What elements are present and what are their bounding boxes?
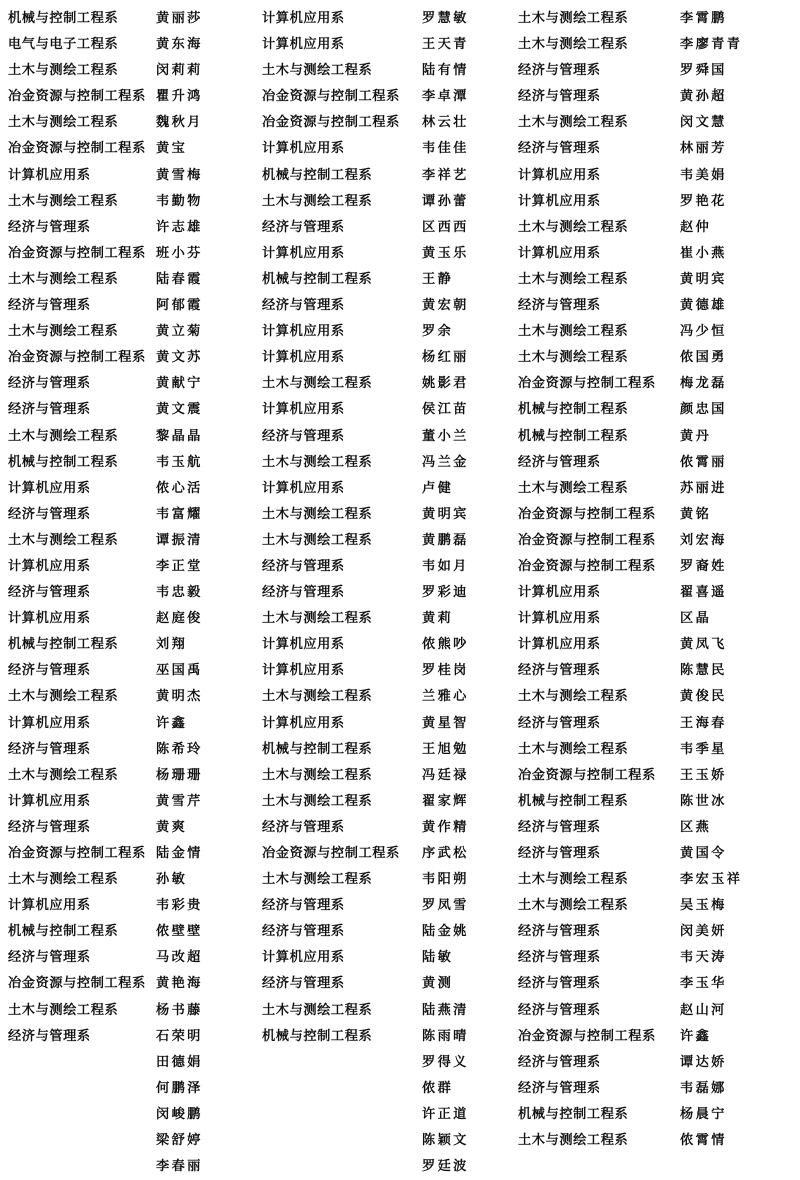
name-cell: 梁舒婷	[156, 1133, 203, 1149]
major-cell: 计算机应用系	[518, 245, 601, 261]
name-cell: 侬熊吵	[422, 637, 469, 653]
name-cell: 陈雨晴	[422, 1028, 469, 1044]
name-cell: 姚影君	[422, 376, 469, 392]
name-cell: 黄测	[422, 976, 454, 992]
major-cell: 土木与测绘工程系	[262, 611, 373, 627]
name-cell: 陆有情	[422, 63, 469, 79]
name-cell: 卢健	[422, 480, 454, 496]
name-cell: 谭达娇	[680, 1054, 727, 1070]
major-cell: 土木与测绘工程系	[262, 767, 373, 783]
name-cell: 区燕	[680, 819, 712, 835]
major-cell: 机械与控制工程系	[518, 793, 629, 809]
name-cell: 黄孙超	[680, 89, 727, 105]
major-cell: 冶金资源与控制工程系	[518, 1028, 656, 1044]
name-cell: 韦磊娜	[680, 1080, 727, 1096]
major-column-3	[512, 6, 668, 1154]
name-cell: 罗裔姓	[680, 558, 727, 574]
major-cell: 土木与测绘工程系	[518, 872, 629, 888]
name-cell: 黄星智	[422, 715, 469, 731]
major-cell: 土木与测绘工程系	[8, 428, 119, 444]
major-cell: 土木与测绘工程系	[8, 872, 119, 888]
major-cell: 土木与测绘工程系	[262, 63, 373, 79]
major-cell: 计算机应用系	[262, 11, 345, 26]
major-cell: 经济与管理系	[8, 298, 91, 314]
name-cell: 黄国令	[680, 846, 727, 861]
major-cell: 经济与管理系	[518, 846, 601, 861]
major-cell: 土木与测绘工程系	[518, 219, 629, 235]
name-cell: 黄艳海	[156, 976, 203, 992]
major-cell: 土木与测绘工程系	[518, 689, 629, 705]
name-cell: 罗余	[422, 324, 454, 340]
name-cell: 吴玉梅	[680, 898, 727, 914]
name-cell: 罗廷波	[422, 1159, 469, 1175]
major-cell: 机械与控制工程系	[518, 1106, 629, 1122]
major-cell: 土木与测绘工程系	[518, 480, 629, 496]
name-cell: 杨晨宁	[680, 1106, 727, 1122]
major-cell: 经济与管理系	[8, 585, 91, 601]
major-cell: 计算机应用系	[262, 37, 345, 53]
name-cell: 侬群	[422, 1080, 454, 1096]
name-cell: 黄俊民	[680, 689, 727, 705]
name-cell: 李霄鹏	[680, 11, 727, 26]
name-cell: 韦天涛	[680, 950, 727, 966]
name-cell: 陆春霞	[156, 271, 203, 287]
major-cell: 冶金资源与控制工程系	[8, 846, 146, 861]
major-cell: 冶金资源与控制工程系	[8, 141, 146, 157]
major-cell: 土木与测绘工程系	[518, 1133, 629, 1149]
major-cell: 土木与测绘工程系	[262, 376, 373, 392]
name-cell: 翟家辉	[422, 793, 469, 809]
name-cell: 谭孙蕾	[422, 193, 469, 209]
major-cell: 冶金资源与控制工程系	[262, 115, 400, 131]
major-cell: 冶金资源与控制工程系	[518, 506, 656, 522]
major-cell: 计算机应用系	[262, 715, 345, 731]
major-cell: 计算机应用系	[262, 637, 345, 653]
major-cell: 计算机应用系	[518, 611, 601, 627]
name-cell: 黄雪梅	[156, 167, 203, 183]
name-cell: 侬霄情	[680, 1133, 727, 1149]
name-cell: 黄玉乐	[422, 245, 469, 261]
name-cell: 罗彩迪	[422, 585, 469, 601]
name-cell: 韦玉航	[156, 454, 203, 470]
name-cell: 韦如月	[422, 558, 469, 574]
major-cell: 土木与测绘工程系	[262, 506, 373, 522]
name-cell: 罗艳花	[680, 193, 727, 209]
major-cell: 经济与管理系	[262, 976, 345, 992]
name-cell: 黄明杰	[156, 689, 203, 705]
major-cell: 冶金资源与控制工程系	[8, 245, 146, 261]
name-cell: 赵仲	[680, 219, 712, 235]
name-cell: 林丽芳	[680, 141, 727, 157]
name-cell: 闵莉莉	[156, 63, 203, 79]
name-cell: 李卓潭	[422, 89, 469, 105]
name-cell: 罗桂岗	[422, 663, 469, 679]
name-cell: 田德娟	[156, 1054, 203, 1070]
major-cell: 经济与管理系	[518, 715, 601, 731]
name-cell: 韦彩贵	[156, 898, 203, 914]
name-cell: 黄文震	[156, 402, 203, 418]
name-cell: 闵美妍	[680, 924, 727, 940]
name-cell: 王海春	[680, 715, 727, 731]
major-cell: 经济与管理系	[518, 663, 601, 679]
name-cell: 区晶	[680, 611, 712, 627]
name-cell: 罗慧敏	[422, 11, 469, 26]
major-cell: 经济与管理系	[262, 428, 345, 444]
name-cell: 梅龙磊	[680, 376, 727, 392]
major-cell: 机械与控制工程系	[262, 1028, 373, 1044]
major-cell: 机械与控制工程系	[8, 454, 119, 470]
name-cell: 黎晶晶	[156, 428, 203, 444]
major-cell: 机械与控制工程系	[8, 637, 119, 653]
name-cell: 魏秋月	[156, 115, 203, 131]
major-cell: 冶金资源与控制工程系	[518, 558, 656, 574]
major-cell: 土木与测绘工程系	[8, 63, 119, 79]
name-cell: 林云壮	[422, 115, 469, 131]
major-cell: 土木与测绘工程系	[8, 115, 119, 131]
name-cell: 王旭勉	[422, 741, 469, 757]
major-cell: 计算机应用系	[518, 193, 601, 209]
major-cell: 经济与管理系	[262, 585, 345, 601]
name-cell: 陈颖文	[422, 1133, 469, 1149]
name-cell: 冯廷禄	[422, 767, 469, 783]
major-cell: 土木与测绘工程系	[518, 350, 629, 366]
name-cell: 兰雅心	[422, 689, 469, 705]
name-cell: 谭振清	[156, 532, 203, 548]
name-cell: 刘翔	[156, 637, 188, 653]
name-cell: 苏丽进	[680, 480, 727, 496]
major-cell: 计算机应用系	[8, 793, 91, 809]
name-cell: 董小兰	[422, 428, 469, 444]
name-cell: 瞿升鸿	[156, 89, 203, 105]
major-cell: 经济与管理系	[8, 950, 91, 966]
name-cell: 王玉娇	[680, 767, 727, 783]
major-cell: 经济与管理系	[518, 454, 601, 470]
name-cell: 罗舜国	[680, 63, 727, 79]
major-cell: 机械与控制工程系	[8, 11, 119, 26]
major-cell: 土木与测绘工程系	[262, 689, 373, 705]
name-cell: 陆燕清	[422, 1002, 469, 1018]
major-cell: 计算机应用系	[8, 558, 91, 574]
name-cell: 翟喜遥	[680, 585, 727, 601]
major-cell: 计算机应用系	[262, 950, 345, 966]
name-cell: 黄爽	[156, 819, 188, 835]
name-cell: 李宏玉祥	[680, 872, 743, 888]
major-cell: 经济与管理系	[8, 376, 91, 392]
major-cell: 经济与管理系	[8, 219, 91, 235]
name-cell: 孙敏	[156, 872, 188, 888]
major-cell: 机械与控制工程系	[262, 271, 373, 287]
name-cell: 黄献宁	[156, 376, 203, 392]
major-cell: 经济与管理系	[518, 141, 601, 157]
major-cell: 经济与管理系	[262, 219, 345, 235]
major-cell: 土木与测绘工程系	[518, 324, 629, 340]
major-cell: 经济与管理系	[518, 63, 601, 79]
major-cell: 经济与管理系	[8, 741, 91, 757]
major-cell: 经济与管理系	[518, 1002, 601, 1018]
name-cell: 黄明宾	[680, 271, 727, 287]
name-cell: 许鑫	[680, 1028, 712, 1044]
name-cell: 班小芬	[156, 245, 203, 261]
name-cell: 阿郁霞	[156, 298, 203, 314]
major-cell: 经济与管理系	[518, 1054, 601, 1070]
major-cell: 土木与测绘工程系	[8, 1002, 119, 1018]
name-column-1	[150, 6, 256, 1180]
major-cell: 电气与电子工程系	[8, 37, 119, 53]
name-cell: 闵文慧	[680, 115, 727, 131]
name-cell: 罗得义	[422, 1054, 469, 1070]
name-cell: 杨书藤	[156, 1002, 203, 1018]
name-cell: 黄文苏	[156, 350, 203, 366]
name-cell: 韦阳朔	[422, 872, 469, 888]
major-cell: 计算机应用系	[262, 350, 345, 366]
name-cell: 陈慧民	[680, 663, 727, 679]
major-cell: 机械与控制工程系	[518, 428, 629, 444]
major-cell: 计算机应用系	[8, 480, 91, 496]
major-cell: 土木与测绘工程系	[262, 793, 373, 809]
major-cell: 土木与测绘工程系	[262, 1002, 373, 1018]
name-cell: 陈希玲	[156, 741, 203, 757]
major-cell: 冶金资源与控制工程系	[8, 350, 146, 366]
name-cell: 李祥艺	[422, 167, 469, 183]
name-cell: 冯少恒	[680, 324, 727, 340]
name-cell: 黄凤飞	[680, 637, 727, 653]
major-cell: 土木与测绘工程系	[8, 689, 119, 705]
major-cell: 土木与测绘工程系	[262, 193, 373, 209]
name-cell: 黄铭	[680, 506, 712, 522]
name-cell: 韦美娟	[680, 167, 727, 183]
major-cell: 经济与管理系	[262, 558, 345, 574]
name-cell: 刘宏海	[680, 532, 727, 548]
major-cell: 计算机应用系	[8, 167, 91, 183]
major-cell: 经济与管理系	[518, 89, 601, 105]
major-cell: 计算机应用系	[262, 480, 345, 496]
name-cell: 许正道	[422, 1106, 469, 1122]
major-cell: 冶金资源与控制工程系	[8, 976, 146, 992]
major-cell: 经济与管理系	[262, 898, 345, 914]
major-cell: 冶金资源与控制工程系	[518, 376, 656, 392]
name-cell: 韦忠毅	[156, 585, 203, 601]
name-cell: 陆金姚	[422, 924, 469, 940]
major-cell: 冶金资源与控制工程系	[262, 846, 400, 861]
name-cell: 韦佳佳	[422, 141, 469, 157]
name-cell: 侬霄丽	[680, 454, 727, 470]
name-cell: 马改超	[156, 950, 203, 966]
name-cell: 罗凤雪	[422, 898, 469, 914]
name-cell: 李廖青青	[680, 37, 743, 53]
major-cell: 经济与管理系	[518, 298, 601, 314]
name-cell: 侬壁壁	[156, 924, 203, 940]
major-cell: 经济与管理系	[8, 819, 91, 835]
major-cell: 土木与测绘工程系	[518, 271, 629, 287]
major-cell: 计算机应用系	[262, 324, 345, 340]
major-column-1	[0, 6, 150, 1050]
name-cell: 巫国禹	[156, 663, 203, 679]
roster-columns	[0, 6, 800, 1180]
major-cell: 冶金资源与控制工程系	[518, 532, 656, 548]
major-cell: 经济与管理系	[518, 1080, 601, 1096]
major-cell: 经济与管理系	[518, 976, 601, 992]
major-cell: 土木与测绘工程系	[8, 324, 119, 340]
name-cell: 区西西	[422, 219, 469, 235]
name-cell: 黄雪芹	[156, 793, 203, 809]
major-cell: 冶金资源与控制工程系	[518, 767, 656, 783]
name-cell: 李正堂	[156, 558, 203, 574]
name-cell: 黄丽莎	[156, 11, 203, 26]
major-column-2	[256, 6, 412, 1050]
name-cell: 黄宝	[156, 141, 188, 157]
name-cell: 陈世冰	[680, 793, 727, 809]
name-cell: 黄明宾	[422, 506, 469, 522]
major-cell: 经济与管理系	[262, 298, 345, 314]
major-cell: 计算机应用系	[518, 167, 601, 183]
name-cell: 许鑫	[156, 715, 188, 731]
name-cell: 许志雄	[156, 219, 203, 235]
name-cell: 黄鹏磊	[422, 532, 469, 548]
name-cell: 陆金情	[156, 846, 203, 861]
name-cell: 黄立菊	[156, 324, 203, 340]
name-cell: 韦季星	[680, 741, 727, 757]
name-cell: 冯兰金	[422, 454, 469, 470]
name-cell: 黄德雄	[680, 298, 727, 314]
name-cell: 赵山河	[680, 1002, 727, 1018]
major-cell: 土木与测绘工程系	[518, 898, 629, 914]
major-cell: 计算机应用系	[262, 402, 345, 418]
major-cell: 经济与管理系	[518, 950, 601, 966]
name-column-3	[668, 6, 775, 1154]
name-cell: 黄宏朝	[422, 298, 469, 314]
major-cell: 经济与管理系	[8, 506, 91, 522]
major-cell: 计算机应用系	[8, 715, 91, 731]
major-cell: 机械与控制工程系	[262, 741, 373, 757]
major-cell: 经济与管理系	[8, 663, 91, 679]
major-cell: 土木与测绘工程系	[8, 193, 119, 209]
name-cell: 侬国勇	[680, 350, 727, 366]
name-cell: 侬心活	[156, 480, 203, 496]
name-cell: 王静	[422, 271, 454, 287]
major-cell: 土木与测绘工程系	[8, 532, 119, 548]
major-cell: 经济与管理系	[8, 1028, 91, 1044]
major-cell: 土木与测绘工程系	[8, 271, 119, 287]
major-cell: 冶金资源与控制工程系	[262, 89, 400, 105]
major-cell: 计算机应用系	[518, 585, 601, 601]
name-column-2	[412, 6, 512, 1180]
major-cell: 计算机应用系	[518, 637, 601, 653]
major-cell: 计算机应用系	[262, 663, 345, 679]
major-cell: 土木与测绘工程系	[8, 767, 119, 783]
name-cell: 李春丽	[156, 1159, 203, 1175]
name-cell: 黄作精	[422, 819, 469, 835]
name-cell: 杨珊珊	[156, 767, 203, 783]
name-cell: 韦勤物	[156, 193, 203, 209]
major-cell: 计算机应用系	[8, 611, 91, 627]
name-cell: 颜忠国	[680, 402, 727, 418]
name-cell: 王天青	[422, 37, 469, 53]
name-cell: 何鹏泽	[156, 1080, 203, 1096]
name-cell: 陆敏	[422, 950, 454, 966]
major-cell: 土木与测绘工程系	[518, 11, 629, 26]
name-cell: 序武松	[422, 846, 469, 861]
name-cell: 闵峻鹏	[156, 1106, 203, 1122]
major-cell: 机械与控制工程系	[518, 402, 629, 418]
name-cell: 石荣明	[156, 1028, 203, 1044]
name-cell: 黄丹	[680, 428, 712, 444]
name-cell: 崔小燕	[680, 245, 727, 261]
name-cell: 赵庭俊	[156, 611, 203, 627]
major-cell: 机械与控制工程系	[8, 924, 119, 940]
major-cell: 经济与管理系	[518, 819, 601, 835]
major-cell: 机械与控制工程系	[262, 167, 373, 183]
name-cell: 黄莉	[422, 611, 454, 627]
major-cell: 经济与管理系	[262, 819, 345, 835]
major-cell: 计算机应用系	[262, 141, 345, 157]
major-cell: 冶金资源与控制工程系	[8, 89, 146, 105]
major-cell: 土木与测绘工程系	[262, 872, 373, 888]
major-cell: 土木与测绘工程系	[518, 37, 629, 53]
major-cell: 计算机应用系	[8, 898, 91, 914]
name-cell: 李玉华	[680, 976, 727, 992]
major-cell: 经济与管理系	[518, 924, 601, 940]
major-cell: 经济与管理系	[8, 402, 91, 418]
major-cell: 计算机应用系	[262, 245, 345, 261]
name-cell: 黄东海	[156, 37, 203, 53]
major-cell: 土木与测绘工程系	[518, 115, 629, 131]
name-cell: 侯江苗	[422, 402, 469, 418]
name-cell: 韦富耀	[156, 506, 203, 522]
major-cell: 土木与测绘工程系	[518, 741, 629, 757]
major-cell: 土木与测绘工程系	[262, 532, 373, 548]
name-cell: 杨红丽	[422, 350, 469, 366]
major-cell: 经济与管理系	[262, 924, 345, 940]
major-cell: 土木与测绘工程系	[262, 454, 373, 470]
